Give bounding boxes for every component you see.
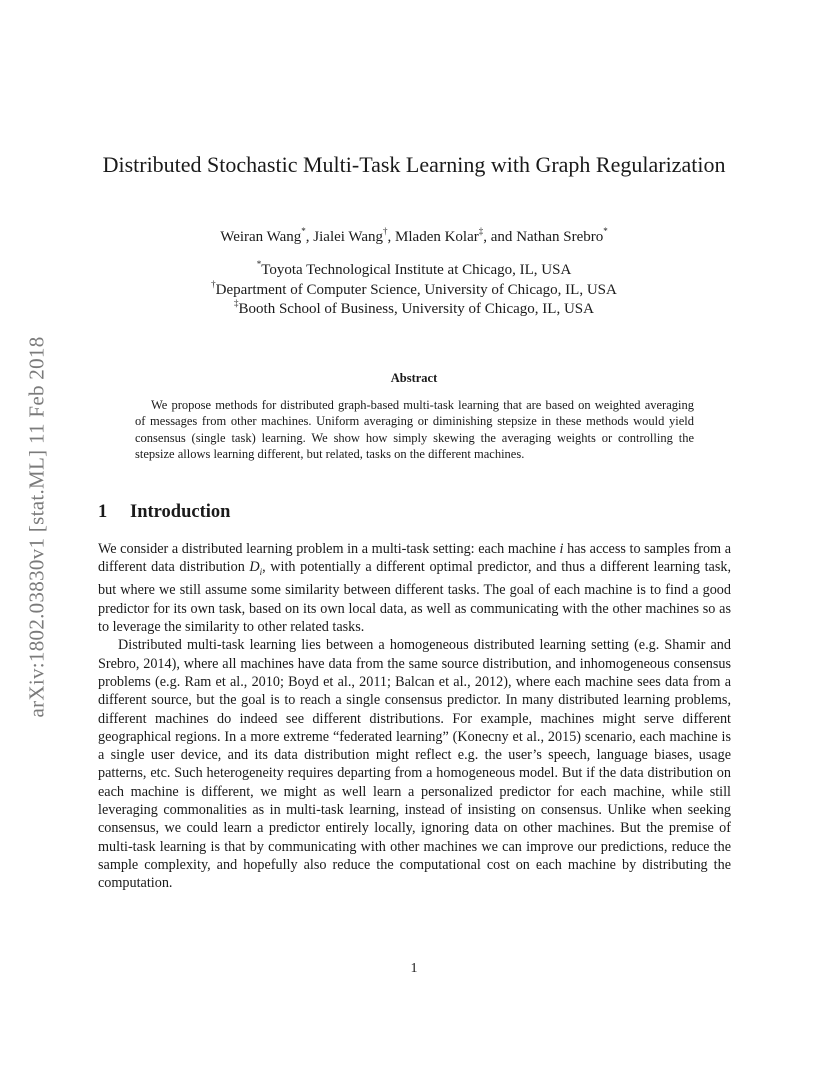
- math-variable: i: [559, 541, 564, 557]
- author-name: Mladen Kolar: [395, 229, 479, 245]
- author-separator: , and: [483, 229, 517, 245]
- abstract-text: We propose methods for distributed graph-based multi-task learning that are based on weighted averaging of messages from other machines. Uniform averaging or diminishing stepsize in these methods would yield consensus (single task) learning. We show how simply skewing the averaging weights or controlling the stepsize allows learning different, but related, tasks on the different machines.: [135, 398, 694, 462]
- affiliation-text: Toyota Technological Institute at Chicago, IL, USA: [261, 262, 572, 278]
- arxiv-identifier: arXiv:1802.03830v1 [stat.ML] 11 Feb 2018: [24, 336, 49, 718]
- author-separator: ,: [387, 229, 396, 245]
- page-number: 1: [410, 961, 418, 976]
- paragraph: [98, 540, 731, 636]
- author-separator: ,: [305, 229, 314, 245]
- affiliation: [100, 300, 728, 320]
- affiliation-mark: †: [211, 278, 216, 289]
- author-mark: *: [603, 226, 608, 236]
- author-name: Weiran Wang: [220, 229, 302, 245]
- author-mark: *: [301, 226, 306, 236]
- math-subscript: i: [259, 567, 263, 578]
- paragraph-text: , with potentially a different optimal predictor, and thus a different learning task, but where we still assume some similarity between different tasks. The goal of each machine is to find a good predictor for its own task, based on its own local data, as well as communicating with the other machines so as to leverage the similarity to other related tasks.: [98, 559, 731, 636]
- author-name: Nathan Srebro: [516, 229, 604, 245]
- abstract-heading: Abstract: [390, 371, 438, 385]
- paragraph-text: We consider a distributed learning problem in a multi-task setting: each machine: [98, 541, 560, 557]
- author-mark: ‡: [478, 226, 484, 236]
- author-mark: †: [383, 226, 388, 236]
- author-list: [100, 227, 728, 247]
- affiliation-mark: ‡: [234, 298, 239, 308]
- section-number: 1: [98, 502, 108, 522]
- paper-title: Distributed Stochastic Multi-Task Learning with Graph Regularization: [102, 152, 726, 177]
- arxiv-identifier-sidebar: [22, 282, 52, 772]
- section-heading: [98, 502, 498, 523]
- affiliation-mark: *: [256, 259, 262, 269]
- paragraph-text: has access to samples from a different data distribution: [98, 541, 731, 576]
- affiliation-list: [100, 261, 728, 320]
- section-body: [98, 540, 731, 892]
- affiliation: [100, 261, 728, 281]
- affiliation: [100, 278, 728, 301]
- math-distribution: D: [249, 559, 260, 576]
- affiliation-text: Booth School of Business, University of Chicago, IL, USA: [238, 301, 594, 317]
- author-name: Jialei Wang: [313, 229, 384, 245]
- section-title: Introduction: [130, 502, 231, 522]
- affiliation-text: Department of Computer Science, University of Chicago, IL, USA: [215, 281, 617, 298]
- paragraph: Distributed multi-task learning lies between a homogeneous distributed learning setting (e.g. Shamir and Srebro, 2014), where all machines have data from the same source distribution, and inhomogeneous consensus problems (e.g. Ram et al., 2010; Boyd et al., 2011; Balcan et al., 2012), where each machine sees data from a different source, but the goal is to reach a single consensus predictor. In many distributed learning problems, different machines do indeed see different distributions. For example, machines might serve different geographical regions. In a more extreme “federated learning” (Konecny et al., 2015) scenario, each machine is a single user device, and its data distribution might reflect e.g. the user’s speech, language biases, usage patterns, etc. Such heterogeneity requires departing from a homogeneous model. But if the data distribution on each machine is different, we might as well learn a personalized predictor for each machine, while still leveraging commonalities as in multi-task learning, instead of insisting on consensus. Unlike when seeking consensus, we could learn a predictor entirely locally, ignoring data on other machines. But the premise of multi-task learning is that by communicating with other machines we can improve our predictions, reduce the sample complexity, and hopefully also reduce the computational cost on each machine by distributing the computation.: [98, 637, 731, 892]
